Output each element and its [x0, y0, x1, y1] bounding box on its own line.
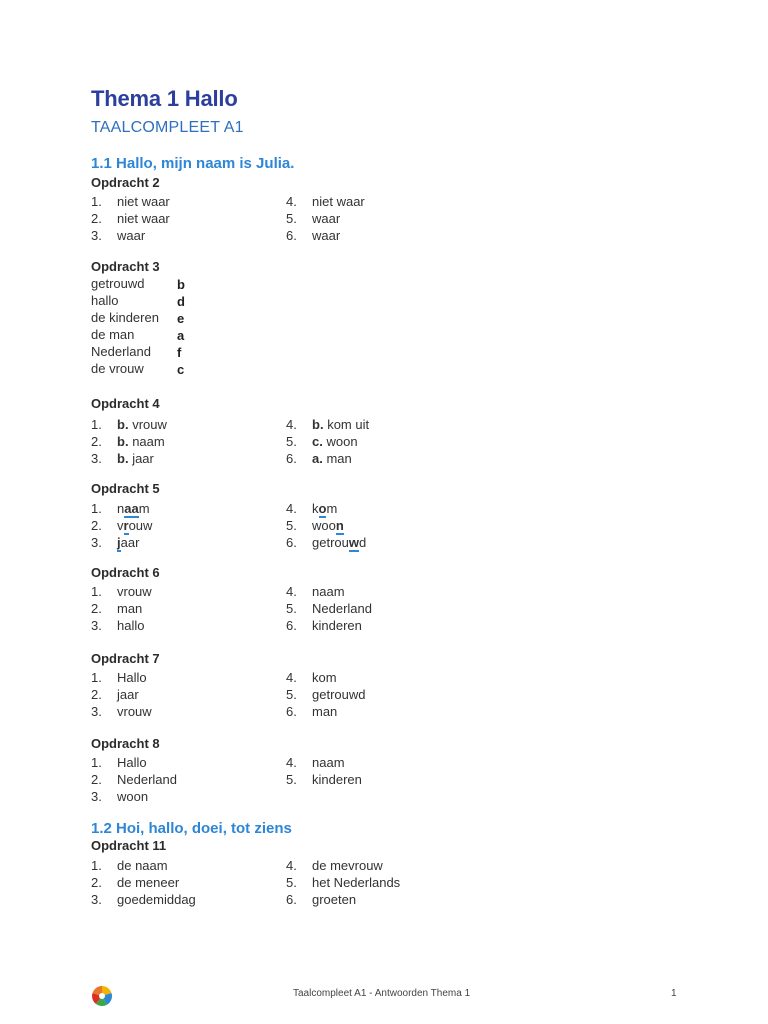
- word-part: v: [117, 518, 124, 533]
- answer-row: [286, 193, 365, 210]
- answer-row: [91, 771, 177, 788]
- item-number: 2.: [91, 211, 102, 226]
- answer-row: [91, 600, 142, 617]
- answer-text: Nederland: [117, 772, 177, 787]
- answer-choice: b.: [117, 434, 129, 449]
- answer-row: [286, 450, 352, 467]
- answer-row: [286, 857, 383, 874]
- answer-row: [91, 703, 152, 720]
- exercise-title-11: Opdracht 11: [91, 838, 167, 853]
- exercise-title-4: Opdracht 4: [91, 396, 160, 411]
- answer-text: kinderen: [312, 772, 362, 787]
- answer-text: kinderen: [312, 618, 362, 633]
- item-number: 5.: [286, 211, 297, 226]
- answer-text: woon: [117, 789, 149, 804]
- answer-row: [286, 891, 356, 908]
- answer-text: man: [326, 451, 352, 466]
- answer-choice: c.: [312, 434, 323, 449]
- answer-text: Nederland: [312, 601, 372, 616]
- answer-text: de mevrouw: [312, 858, 383, 873]
- match-word: hallo: [91, 293, 119, 308]
- item-number: 1.: [91, 501, 102, 516]
- answer-row: [286, 583, 345, 600]
- item-number: 3.: [91, 789, 102, 804]
- answer-row: [91, 450, 154, 467]
- answer-row: [286, 416, 369, 433]
- item-number: 5.: [286, 434, 297, 449]
- item-number: 4.: [286, 417, 297, 432]
- answer-row: [286, 617, 362, 634]
- item-number: 2.: [91, 772, 102, 787]
- answer-text: jaar: [117, 687, 139, 702]
- match-word: de kinderen: [91, 310, 159, 325]
- answer-text: waar: [117, 228, 146, 243]
- item-number: 3.: [91, 892, 102, 907]
- answer-text: man: [312, 704, 338, 719]
- answer-row: [91, 617, 144, 634]
- word-part: d: [359, 535, 367, 550]
- answer-row: [286, 517, 344, 534]
- item-number: 6.: [286, 704, 297, 719]
- item-number: 6.: [286, 451, 297, 466]
- answer-text: de naam: [117, 858, 168, 873]
- answer-choice: b.: [117, 417, 129, 432]
- answer-text: niet waar: [312, 194, 365, 209]
- answer-text: hallo: [117, 618, 145, 633]
- answer-text: niet waar: [117, 211, 170, 226]
- exercise-title-7: Opdracht 7: [91, 651, 160, 666]
- answer-row: [286, 210, 340, 227]
- answer-row: [91, 583, 152, 600]
- answer-row: [286, 433, 358, 450]
- item-number: 5.: [286, 875, 297, 890]
- answer-row: [286, 227, 340, 244]
- exercise-title-5: Opdracht 5: [91, 481, 160, 496]
- answer-row: [286, 600, 372, 617]
- answer-row: [286, 703, 337, 720]
- answer-text: waar: [312, 211, 341, 226]
- footer-text: Taalcompleet A1 - Antwoorden Thema 1: [293, 988, 471, 999]
- answer-text: goedemiddag: [117, 892, 196, 907]
- answer-row: [91, 517, 152, 534]
- answer-row: [91, 227, 145, 244]
- highlighted-letters: aa: [124, 501, 139, 516]
- exercise-title-3: Opdracht 3: [91, 259, 160, 274]
- answer-row: [286, 669, 337, 686]
- answer-choice: a.: [312, 451, 323, 466]
- word-part: aar: [120, 535, 140, 550]
- item-number: 4.: [286, 858, 297, 873]
- answer-text: kom uit: [327, 417, 370, 432]
- item-number: 2.: [91, 875, 102, 890]
- item-number: 1.: [91, 417, 102, 432]
- item-number: 6.: [286, 535, 297, 550]
- answer-row: [91, 754, 147, 771]
- item-number: 1.: [91, 194, 102, 209]
- item-number: 5.: [286, 687, 297, 702]
- item-number: 1.: [91, 584, 102, 599]
- answer-text: kom: [312, 670, 337, 685]
- answer-row: [286, 686, 365, 703]
- answer-choice: b.: [312, 417, 324, 432]
- answer-row: [91, 500, 150, 517]
- answer-row: [91, 857, 168, 874]
- answer-text: het Nederlands: [312, 875, 401, 890]
- answer-text: vrouw: [132, 417, 167, 432]
- answer-row: [91, 788, 148, 805]
- answer-text: waar: [312, 228, 341, 243]
- match-letter: f: [177, 345, 182, 360]
- match-letter: e: [177, 311, 185, 326]
- match-word: de vrouw: [91, 361, 144, 376]
- answer-row: [91, 416, 167, 433]
- page-title: Thema 1 Hallo: [91, 86, 238, 111]
- answer-text: Hallo: [117, 670, 147, 685]
- item-number: 5.: [286, 772, 297, 787]
- answer-row: [91, 686, 139, 703]
- answer-row: [91, 534, 139, 551]
- match-letter: a: [177, 328, 185, 343]
- answer-row: [286, 534, 366, 551]
- item-number: 6.: [286, 618, 297, 633]
- word-part: woo: [312, 518, 336, 533]
- answer-choice: b.: [117, 451, 129, 466]
- item-number: 1.: [91, 670, 102, 685]
- answer-row: [286, 500, 337, 517]
- item-number: 2.: [91, 518, 102, 533]
- answer-row: [286, 874, 400, 891]
- answer-row: [91, 433, 165, 450]
- item-number: 3.: [91, 618, 102, 633]
- answer-text: vrouw: [117, 704, 152, 719]
- item-number: 3.: [91, 228, 102, 243]
- answer-text: woon: [326, 434, 358, 449]
- highlighted-letters: r: [123, 518, 129, 533]
- word-part: ouw: [128, 518, 153, 533]
- word-part: k: [312, 501, 319, 516]
- answer-text: Hallo: [117, 755, 147, 770]
- answer-row: [91, 669, 147, 686]
- item-number: 3.: [91, 535, 102, 550]
- answer-text: naam: [132, 434, 165, 449]
- item-number: 1.: [91, 755, 102, 770]
- page-number: 1: [671, 988, 677, 999]
- section-title-1-1: 1.1 Hallo, mijn naam is Julia.: [91, 155, 295, 172]
- answer-text: niet waar: [117, 194, 170, 209]
- answer-row: [286, 771, 362, 788]
- answer-text: vrouw: [117, 584, 152, 599]
- word-part: m: [326, 501, 338, 516]
- highlighted-letters: j: [117, 535, 121, 550]
- item-number: 4.: [286, 584, 297, 599]
- word-part: m: [138, 501, 150, 516]
- answer-row: [91, 874, 179, 891]
- highlighted-letters: o: [318, 501, 327, 516]
- page-subtitle: TAALCOMPLEET A1: [91, 119, 244, 136]
- word-part: n: [117, 501, 125, 516]
- item-number: 4.: [286, 501, 297, 516]
- word-part: getrou: [312, 535, 349, 550]
- match-letter: c: [177, 362, 185, 377]
- item-number: 5.: [286, 601, 297, 616]
- item-number: 1.: [91, 858, 102, 873]
- item-number: 2.: [91, 601, 102, 616]
- match-word: de man: [91, 327, 135, 342]
- item-number: 3.: [91, 704, 102, 719]
- exercise-title-2: Opdracht 2: [91, 175, 160, 190]
- exercise-title-6: Opdracht 6: [91, 565, 160, 580]
- item-number: 2.: [91, 687, 102, 702]
- answer-text: de meneer: [117, 875, 180, 890]
- item-number: 6.: [286, 228, 297, 243]
- match-word: getrouwd: [91, 276, 145, 291]
- item-number: 2.: [91, 434, 102, 449]
- exercise-title-8: Opdracht 8: [91, 736, 160, 751]
- answer-row: [91, 891, 196, 908]
- item-number: 6.: [286, 892, 297, 907]
- highlighted-letters: w: [348, 535, 359, 550]
- answer-text: naam: [312, 584, 345, 599]
- answer-row: [91, 193, 170, 210]
- answer-text: naam: [312, 755, 345, 770]
- match-letter: b: [177, 277, 185, 292]
- answer-row: [91, 210, 170, 227]
- answer-text: jaar: [132, 451, 154, 466]
- item-number: 4.: [286, 670, 297, 685]
- match-word: Nederland: [91, 344, 151, 359]
- highlighted-letters: n: [335, 518, 344, 533]
- answer-text: getrouwd: [312, 687, 366, 702]
- item-number: 4.: [286, 194, 297, 209]
- item-number: 5.: [286, 518, 297, 533]
- item-number: 4.: [286, 755, 297, 770]
- item-number: 3.: [91, 451, 102, 466]
- match-letter: d: [177, 294, 185, 309]
- answer-text: man: [117, 601, 143, 616]
- answer-row: [286, 754, 345, 771]
- section-title-1-2: 1.2 Hoi, hallo, doei, tot ziens: [91, 820, 292, 837]
- answer-text: groeten: [312, 892, 357, 907]
- publisher-logo-icon: [91, 985, 113, 1007]
